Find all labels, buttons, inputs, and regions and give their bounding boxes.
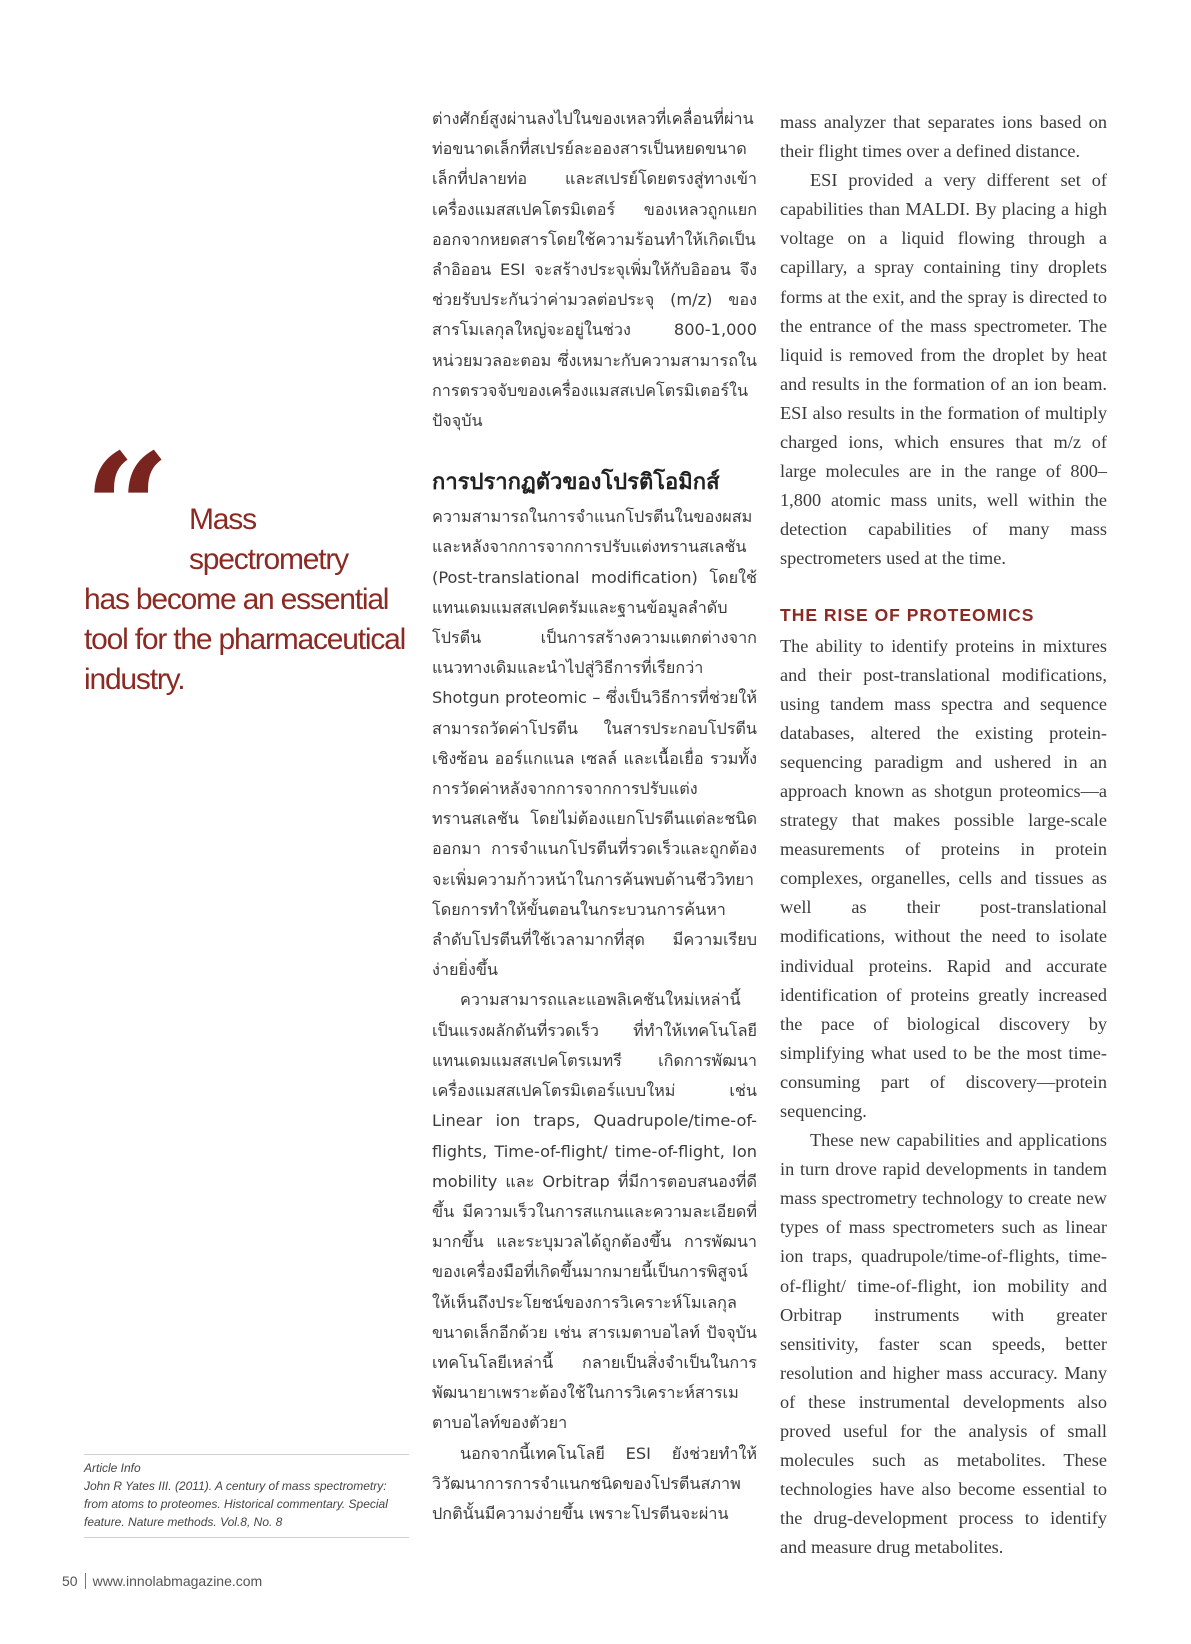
english-paragraph-4: These new capabilities and applications in turn drove rapid developments in tandem mass spectrometry technology to create new types of mass spectrometers such as linear ion traps, quadrupole/time-of-flights, time-of-flight/ time-of-flight, ion mobility and Orbitrap instruments with greater sensitivity, faster scan speeds, better resolution and higher mass accuracy. Many of these instrumental developments also proved useful for the analysis of small molecules such as metabolites. These technologies have also become essential to the drug-development process to identify and measure drug metabolites. — [780, 1130, 1107, 1558]
page-number: 50 — [62, 1573, 78, 1589]
footer-url: www.innolabmagazine.com — [92, 1573, 263, 1589]
thai-paragraph-1: ต่างศักย์สูงผ่านลงไปในของเหลวที่เคลื่อนที่ผ่านท่อขนาดเล็กที่สเปรย์ละอองสารเป็นหยดขนาดเล็กที่ปลายท่อ และสเปรย์โดยตรงสู่ทางเข้าเครื่องแมสสเปคโตรมิเตอร์ ของเหลวถูกแยกออกจากหยดสารโดยใช้ความร้อนทำให้เกิดเป็นลำอิออน ESI จะสร้างประจุเพิ่มให้กับอิออน จึงช่วยรับประกันว่าค่ามวลต่อประจุ (m/z) ของสารโมเลกุลใหญ่จะอยู่ในช่วง 800-1,000 หน่วยมวลอะตอม ซึ่งเหมาะกับความสามารถในการตรวจจับของเครื่องแมสสเปคโตรมิเตอร์ในปัจจุบัน — [432, 109, 757, 431]
page-footer — [62, 1573, 262, 1589]
english-section-heading: THE RISE OF PROTEOMICS — [780, 604, 1035, 625]
thai-paragraph-4: นอกจากนี้เทคโนโลยี ESI ยังช่วยทำให้วิวัฒนาการการจำแนกชนิดของโปรตีนสภาพปกตินั้นมีความง่ายขึ้น เพราะโปรตีนจะผ่าน — [432, 1443, 757, 1523]
english-column — [780, 108, 1107, 1563]
pull-quote — [84, 421, 414, 700]
english-paragraph-2: ESI provided a very different set of capabilities than MALDI. By placing a high voltage on a liquid flowing through a capillary, a spray containing tiny droplets forms at the exit, and the spray is directed to the entrance of the mass spectrometer. The liquid is removed from the droplet by heat and results in the formation of an ion beam. ESI also results in the formation of multiply charged ions, which ensures that m/z of large molecules are in the range of 800–1,800 atomic mass units, well within the detection capabilities of many mass spectrometers used at the time. — [780, 170, 1107, 569]
thai-paragraph-3: ความสามารถและแอพลิเคชันใหม่เหล่านี้เป็นแรงผลักดันที่รวดเร็ว ที่ทำให้เทคโนโลยีแทนเดมแมสสเปคโตรเมทรี เกิดการพัฒนาเครื่องแมสสเปคโตรมิเตอร์แบบใหม่ เช่น Linear ion traps, Quadrupole/time-of-flights, Time-of-flight/ time-of-flight, Ion mobility และ Orbitrap ที่มีการตอบสนองที่ดีขึ้น มีความเร็วในการสแกนและความละเอียดที่มากขึ้น และระบุมวลได้ถูกต้องขึ้น การพัฒนาของเครื่องมือที่เกิดขึ้นมากมายนี้เป็นการพิสูจน์ให้เห็นถึงประโยชน์ของการวิเคราะห์โมเลกุลขนาดเล็กอีกด้วย เช่น สารเมตาบอไลท์ ปัจจุบันเทคโนโลยีเหล่านี้ กลายเป็นสิ่งจำเป็นในการพัฒนายาเพราะต้องใช้ในการวิเคราะห์สารเมตาบอไลท์ของตัวยา — [432, 990, 757, 1433]
english-paragraph-3: The ability to identify proteins in mixtures and their post-translational modifications, using tandem mass spectra and sequence databases, altered the existing protein-sequencing paradigm and ushered in an approach known as shotgun proteomics—a strategy that makes possible large-scale measurements of proteins in protein complexes, organelles, cells and tissues as well as their post-translational modifications, without the need to isolate individual proteins. Rapid and accurate identification of proteins greatly increased the pace of biological discovery by simplifying what used to be the most time-consuming part of discovery—protein sequencing. — [780, 635, 1107, 1121]
pull-quote-rest: has become an essential tool for the pharmaceutical industry. — [84, 583, 406, 696]
thai-section-heading: การปรากฏตัวของโปรติโอมิกส์ — [432, 470, 720, 496]
article-info — [84, 1454, 409, 1538]
english-paragraph-1: mass analyzer that separates ions based on their flight times over a defined distance. — [780, 112, 1107, 162]
footer-divider — [85, 1573, 86, 1589]
pull-quote-lead: Mass spectrometry — [189, 503, 348, 576]
article-info-citation: John R Yates III. (2011). A century of mass spectrometry: from atoms to proteomes. Historical commentary. Special feature. Nature methods. Vol.8, No. 8 — [84, 1479, 388, 1529]
thai-paragraph-2: ความสามารถในการจำแนกโปรตีนในของผสมและหลังจากการจากการปรับแต่งทรานสเลชัน (Post-translational modification) โดยใช้แทนเดมแมสสเปคตรัมและฐานข้อมูลลำดับโปรตีน เป็นการสร้างความแตกต่างจากแนวทางเดิมและนำไปสู่วิธีการที่เรียกว่า Shotgun proteomic – ซึ่งเป็นวิธีการที่ช่วยให้สามารถวัดค่าโปรตีน ในสารประกอบโปรตีนเชิงซ้อน ออร์แกแนล เซลล์ และเนื้อเยื่อ รวมทั้งการวัดค่าหลังจากการจากการปรับแต่งทรานสเลชัน โดยไม่ต้องแยกโปรตีนแต่ละชนิดออกมา การจำแนกโปรตีนที่รวดเร็วและถูกต้องจะเพิ่มความก้าวหน้าในการค้นพบด้านชีววิทยา โดยการทำให้ขั้นตอนในกระบวนการค้นหาลำดับโปรตีนที่ใช้เวลามากที่สุด มีความเรียบง่ายยิ่งขึ้น — [432, 507, 757, 980]
quote-mark-icon: “ — [84, 421, 157, 597]
thai-column — [432, 104, 757, 1529]
article-info-heading: Article Info — [84, 1461, 141, 1475]
